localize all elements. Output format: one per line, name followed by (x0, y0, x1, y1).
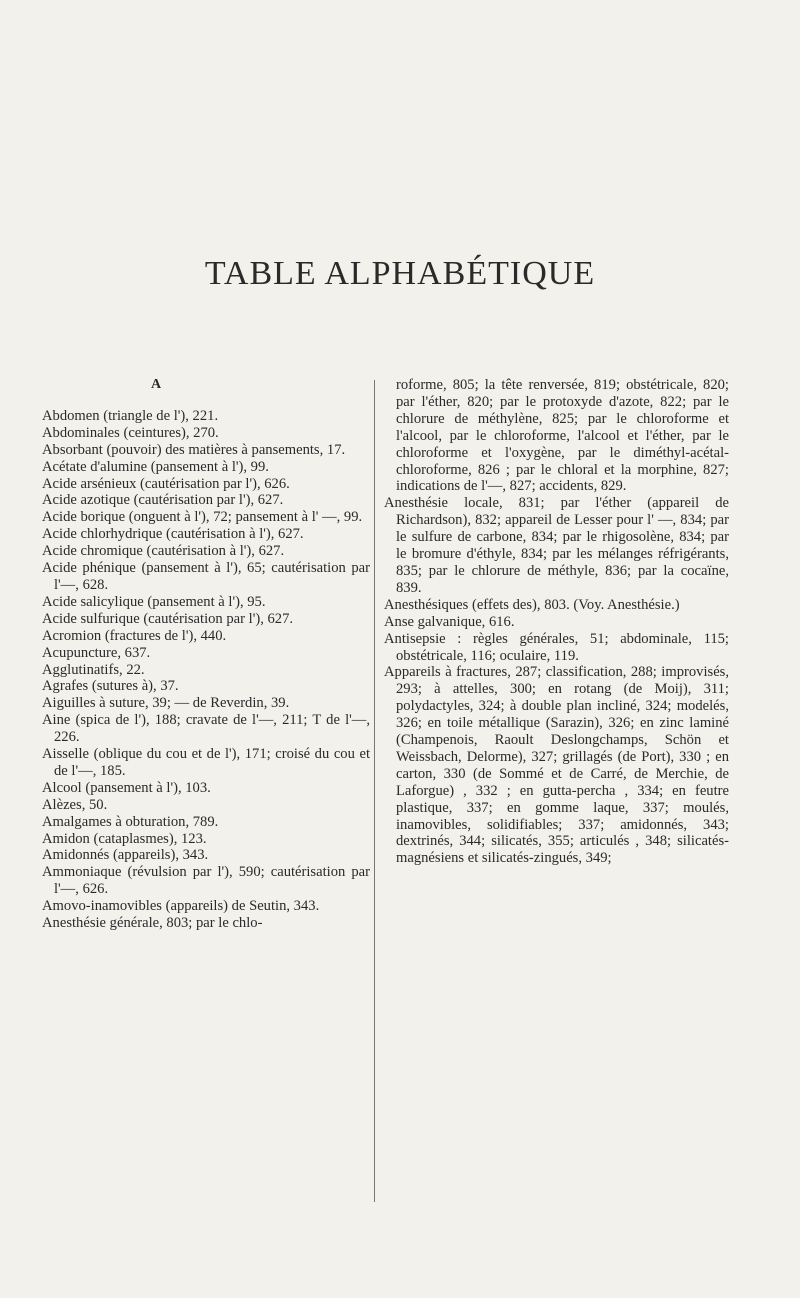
page-title: TABLE ALPHABÉTIQUE (204, 255, 596, 292)
index-entry: Appareils à fractures, 287; classification, 288; improvisés, 293; à attelles, 300; en rotang (de Moij), 311; polydactyles, 324; à double plan incliné, 324; modelés, 326; en toile métallique (Sarazin), 326; en zinc laminé (Champenois, Raoult Deslongchamps, Schön et Weissbach, Delorme), 327; grillagés (de Port), 330 ; en carton, 330 (de Sommé et de Carré, de Merchie, de Laforgue) , 332 ; en gutta-percha , 334; en feutre plastique, 337; en gomme laque, 337; moulés, inamovibles, solidifiables; 337; amidonnés, 343; dextrinés, 344; silicatés, 355; articulés , 348; silicatés-magnésiens et silicatés-zingués, 349; (384, 664, 729, 867)
index-entry: Abdominales (ceintures), 270. (42, 424, 219, 441)
index-entry: Alcool (pansement à l'), 103. (42, 779, 211, 796)
index-entry: Acide azotique (cautérisation par l'), 627. (42, 492, 284, 509)
index-entry: Alèzes, 50. (42, 796, 108, 813)
left-entries (42, 408, 370, 932)
column-divider (374, 380, 375, 1202)
index-entry: Amidon (cataplasmes), 123. (42, 830, 207, 847)
index-entry: Abdomen (triangle de l'), 221. (42, 407, 219, 424)
index-entry: Acide borique (onguent à l'), 72; pansement à l' —, 99. (42, 509, 363, 526)
index-entry: Absorbant (pouvoir) des matières à pansements, 17. (42, 441, 346, 458)
index-entry: Anesthésie locale, 831; par l'éther (appareil de Richardson), 832; appareil de Lesser pour l' —, 834; par le sulfure de carbone, 834; par le rhigosolène, 834; par le bromure d'éthyle, 834; par les mélanges réfrigérants, 835; par le chlorure de méthyle, 836; par la cocaïne, 839. (384, 495, 729, 596)
index-entry: Anesthésiques (effets des), 803. (Voy. Anesthésie.) (384, 596, 680, 613)
index-entry: Acide salicylique (pansement à l'), 95. (42, 593, 266, 610)
index-entry: Aiguilles à suture, 39; — de Reverdin, 39. (42, 695, 290, 712)
index-entry: Aine (spica de l'), 188; cravate de l'—, 211; T de l'—, 226. (42, 712, 370, 746)
index-entry: Antisepsie : règles générales, 51; abdominale, 115; obstétricale, 116; oculaire, 119. (384, 630, 729, 664)
index-entry: Acupuncture, 637. (42, 644, 151, 661)
index-entry: Acide chlorhydrique (cautérisation à l'), 627. (42, 526, 304, 543)
right-entries (384, 377, 729, 867)
index-entry-continuation: roforme, 805; la tête renversée, 819; obstétricale, 820; par l'éther, 820; par le protoxyde d'azote, 822; par le chlorure de méthylène, 825; par le chloroforme et l'alcool, par le chloroforme, l'alcool et l'éther, par le chloroforme et l'oxygène, par le diméthyl-acétal-chloroforme, 826 ; par le chloral et la morphine, 827; indications de l'—, 827; accidents, 829. (396, 377, 729, 495)
index-entry: Aisselle (oblique du cou et de l'), 171; croisé du cou et de l'—, 185. (42, 746, 370, 779)
index-entry: Amidonnés (appareils), 343. (42, 847, 209, 864)
index-entry: Acromion (fractures de l'), 440. (42, 627, 227, 644)
index-entry: Anse galvanique, 616. (384, 613, 515, 630)
index-entry: Acide chromique (cautérisation à l'), 627. (42, 543, 285, 560)
index-entry: Agglutinatifs, 22. (42, 661, 145, 678)
index-entry: Acide sulfurique (cautérisation par l'), 627. (42, 610, 294, 627)
index-entry: Anesthésie générale, 803; par le chlo- (42, 915, 263, 932)
left-column (42, 377, 370, 932)
section-letter: A (150, 377, 162, 392)
index-entry: Amovo-inamovibles (appareils) de Seutin, 343. (42, 898, 320, 915)
index-entry: Agrafes (sutures à), 37. (42, 678, 179, 695)
index-entry: Acide phénique (pansement à l'), 65; cautérisation par l'—, 628. (42, 560, 370, 593)
index-entry: Amalgames à obturation, 789. (42, 813, 219, 830)
index-entry: Ammoniaque (révulsion par l'), 590; cautérisation par l'—, 626. (42, 864, 370, 898)
index-entry: Acide arsénieux (cautérisation par l'), 626. (42, 475, 290, 492)
right-column (384, 377, 729, 867)
index-entry: Acétate d'alumine (pansement à l'), 99. (42, 458, 269, 475)
